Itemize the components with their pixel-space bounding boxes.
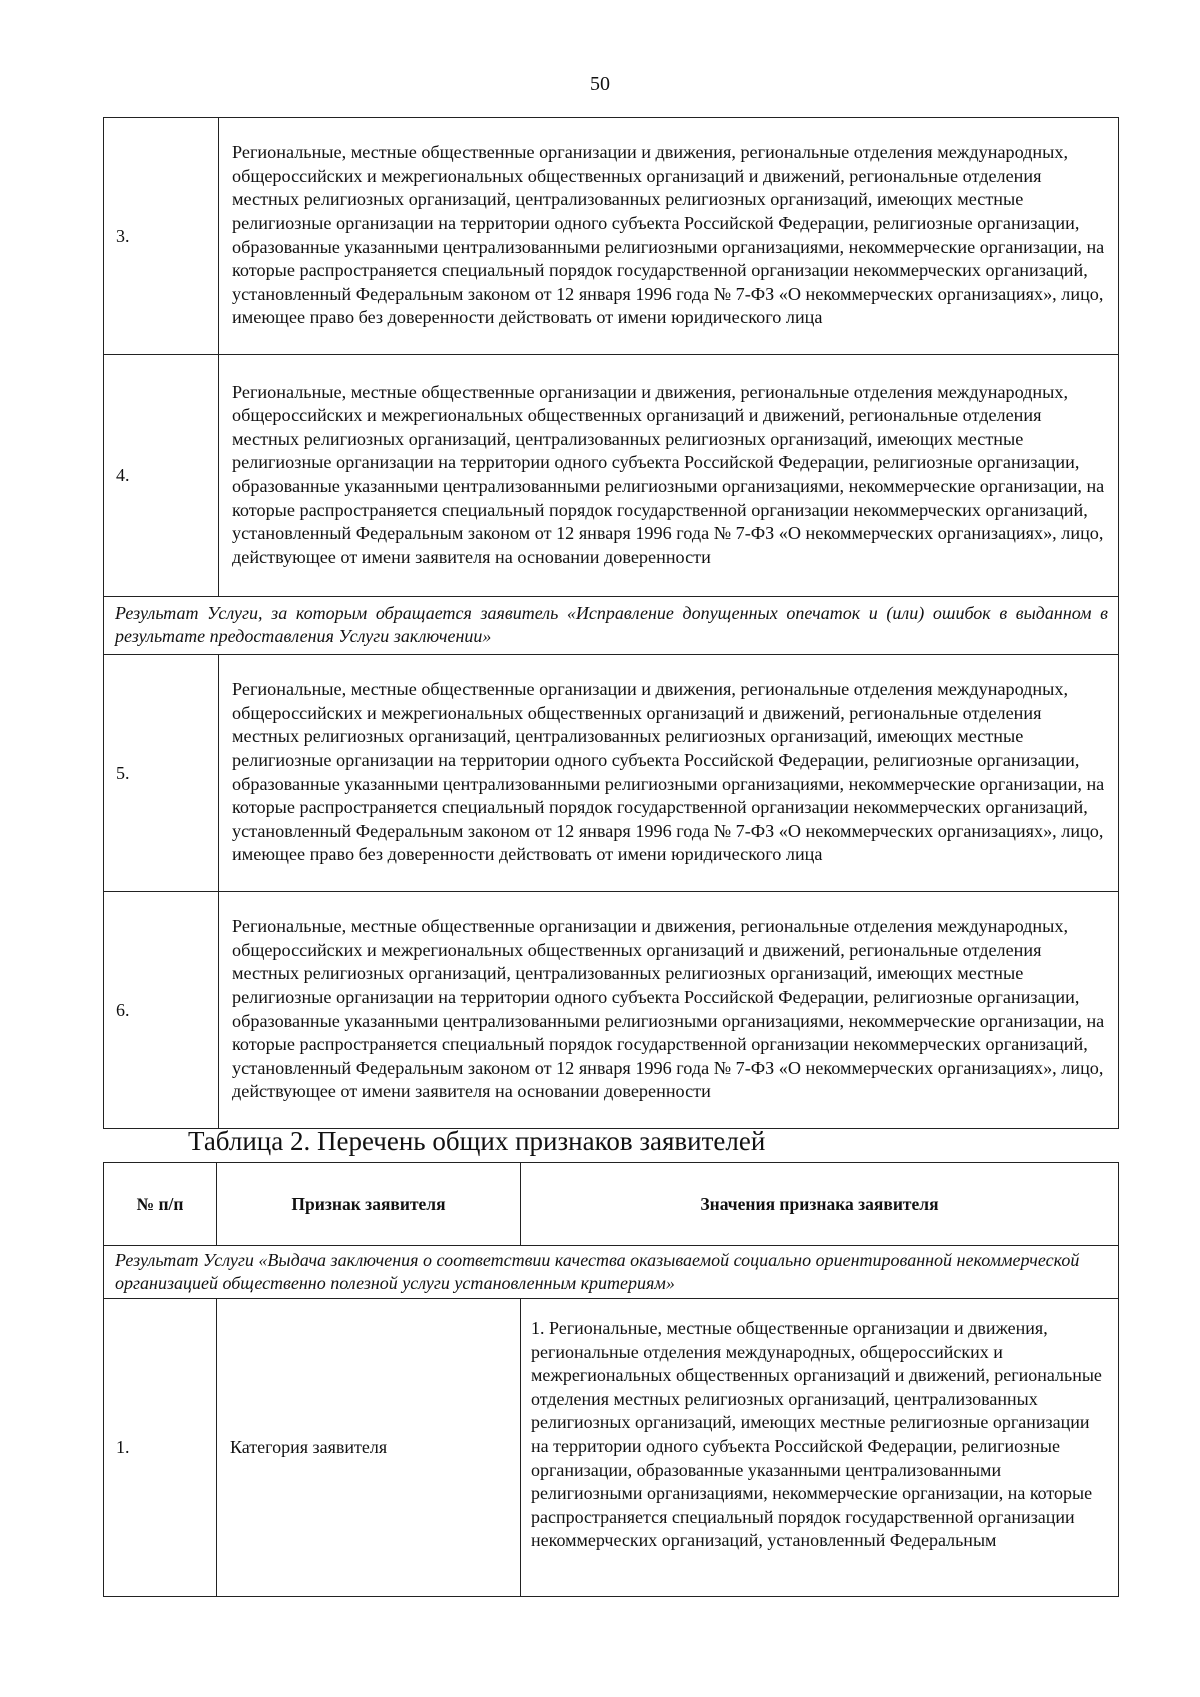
column-header-number: № п/п	[104, 1163, 217, 1246]
table-row	[104, 1299, 1119, 1597]
table-2-title: Таблица 2. Перечень общих признаков заявителей	[188, 1126, 766, 1156]
row-number: 5.	[104, 655, 219, 892]
page-number: 50	[590, 73, 610, 95]
feature-name: Категория заявителя	[217, 1299, 521, 1597]
service-result-heading: Результат Услуги, за которым обращается заявитель «Исправление допущенных опечаток и (или) ошибок в выданном в результате предоставления Услуги заключении»	[104, 597, 1119, 655]
column-header-values: Значения признака заявителя	[521, 1163, 1119, 1246]
row-number: 6.	[104, 892, 219, 1129]
row-number: 3.	[104, 118, 219, 355]
table-row	[104, 655, 1119, 892]
applicant-description: Региональные, местные общественные организации и движения, региональные отделения международных, общероссийских и межрегиональных общественных организаций и движений, региональные отделения местных религиозных организаций, централизованных религиозных организаций, имеющих местные религиозные организации на территории одного субъекта Российской Федерации, религиозные организации, образованные указанными централизованными религиозными организациями, некоммерческие организации, на которые распространяется специальный порядок государственной организации некоммерческих организаций, установленный Федеральным законом от 12 января 1996 года № 7-ФЗ «О некоммерческих организациях», лицо, имеющее право без доверенности действовать от имени юридического лица	[219, 118, 1119, 355]
result-section-row	[104, 597, 1119, 655]
table-header-row	[104, 1163, 1119, 1246]
applicant-variants-table	[103, 117, 1119, 1129]
row-number: 1.	[104, 1299, 217, 1597]
column-header-feature: Признак заявителя	[217, 1163, 521, 1246]
result-section-row	[104, 1246, 1119, 1299]
applicant-description: Региональные, местные общественные организации и движения, региональные отделения международных, общероссийских и межрегиональных общественных организаций и движений, региональные отделения местных религиозных организаций, централизованных религиозных организаций, имеющих местные религиозные организации на территории одного субъекта Российской Федерации, религиозные организации, образованные указанными централизованными религиозными организациями, некоммерческие организации, на которые распространяется специальный порядок государственной организации некоммерческих организаций, установленный Федеральным законом от 12 января 1996 года № 7-ФЗ «О некоммерческих организациях», лицо, имеющее право без доверенности действовать от имени юридического лица	[219, 655, 1119, 892]
row-number: 4.	[104, 355, 219, 597]
table-row	[104, 355, 1119, 597]
applicant-description: Региональные, местные общественные организации и движения, региональные отделения международных, общероссийских и межрегиональных общественных организаций и движений, региональные отделения местных религиозных организаций, централизованных религиозных организаций, имеющих местные религиозные организации на территории одного субъекта Российской Федерации, религиозные организации, образованные указанными централизованными религиозными организациями, некоммерческие организации, на которые распространяется специальный порядок государственной организации некоммерческих организаций, установленный Федеральным законом от 12 января 1996 года № 7-ФЗ «О некоммерческих организациях», лицо, действующее от имени заявителя на основании доверенности	[219, 355, 1119, 597]
applicant-description: Региональные, местные общественные организации и движения, региональные отделения международных, общероссийских и межрегиональных общественных организаций и движений, региональные отделения местных религиозных организаций, централизованных религиозных организаций, имеющих местные религиозные организации на территории одного субъекта Российской Федерации, религиозные организации, образованные указанными централизованными религиозными организациями, некоммерческие организации, на которые распространяется специальный порядок государственной организации некоммерческих организаций, установленный Федеральным законом от 12 января 1996 года № 7-ФЗ «О некоммерческих организациях», лицо, действующее от имени заявителя на основании доверенности	[219, 892, 1119, 1129]
general-applicant-features-table	[103, 1162, 1119, 1597]
service-result-heading: Результат Услуги «Выдача заключения о соответствии качества оказываемой социально ориентированной некоммерческой организацией общественно полезной услуги установленным критериям»	[104, 1246, 1119, 1299]
table-row	[104, 118, 1119, 355]
table-row	[104, 892, 1119, 1129]
feature-values: 1. Региональные, местные общественные организации и движения, региональные отделения международных, общероссийских и межрегиональных общественных организаций и движений, региональные отделения местных религиозных организаций, централизованных религиозных организаций, имеющих местные религиозные организации на территории одного субъекта Российской Федерации, религиозные организации, образованные указанными централизованными религиозными организациями, некоммерческие организации, на которые распространяется специальный порядок государственной организации некоммерческих организаций, установленный Федеральным	[521, 1299, 1119, 1597]
